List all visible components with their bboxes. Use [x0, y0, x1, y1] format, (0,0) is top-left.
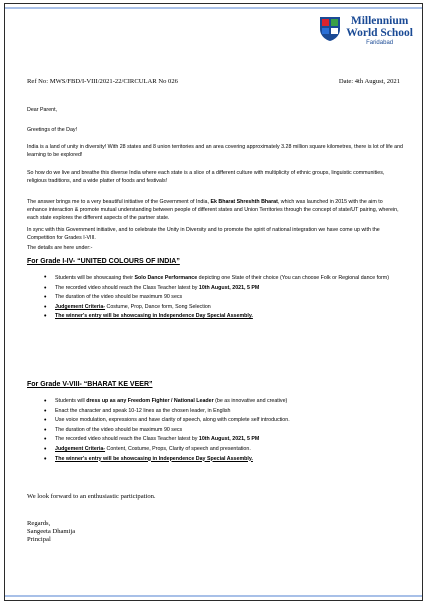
section-1-bullet-list: [44, 274, 403, 322]
competition-paragraph: In sync with this Government initiative, and to celebrate the Unity in Diversity and to promote the spirit of national integration we have come up with the Competition for Grades I-VIII.: [27, 227, 380, 242]
bottom-border-stripe: [5, 595, 422, 597]
list-item: • The winner's entry will be showcasing in Independence Day Special Assembly.: [44, 312, 403, 322]
school-crest-icon: [318, 15, 342, 42]
list-item: • Students will be showcasing their Solo Dance Performance depicting one State of their choice (You can choose Folk or Regional dance form): [44, 274, 403, 284]
list-item: • Judgement Criteria- Costume, Prop, Dance form, Song Selection: [44, 303, 403, 313]
closing-line: We look forward to an enthusiastic participation.: [27, 493, 156, 500]
initiative-text-start: The answer brings me to a very beautiful initiative of the Government of India,: [27, 199, 211, 205]
initiative-name: Ek Bharat Shreshth Bharat: [210, 199, 278, 205]
section-heading-grade-5-8: For Grade V-VIII- “BHARAT KE VEER”: [27, 381, 153, 388]
list-item: • Judgement Criteria- Content, Costume, Props, Clarity of speech and presentation.: [44, 445, 403, 455]
list-item: • The recorded video should reach the Class Teacher latest by 10th August, 2021, 5 PM: [44, 435, 403, 445]
logo-name-line2: World School: [346, 27, 413, 39]
list-item: • The duration of the video should be maximum 90 secs: [44, 426, 403, 436]
circular-date: Date: 4th August, 2021: [338, 78, 400, 85]
details-line: The details are here under:-: [27, 245, 93, 251]
intro-paragraph: India is a land of unity in diversity! With 28 states and 8 union territories and an area covering approximately 3.28 million square kilometres, there is lot of life and learning to be explored!: [27, 144, 403, 159]
section-2-bullet-list: [44, 397, 403, 464]
greeting: Greetings of the Day!: [27, 127, 78, 133]
signature-block: [27, 520, 75, 545]
list-item: • Enact the character and speak 10-12 lines as the chosen leader, in English: [44, 407, 403, 417]
section-heading-grade-1-4: For Grade I-IV- “UNITED COLOURS OF INDIA”: [27, 258, 180, 265]
signatory-title: Principal: [27, 536, 51, 544]
list-item: • The winner's entry will be showcasing in Independence Day Special Assembly.: [44, 455, 403, 465]
initiative-paragraph: [27, 198, 403, 223]
school-logo: [318, 15, 413, 47]
list-item: • The duration of the video should be maximum 90 secs: [44, 293, 403, 303]
initiative-text-end: , which was launched in 2015 with the aim to enhance interaction & promote mutual understanding between people of different states and Union Territories through the concept of state/UT pairing, wherein, each state explores the different aspects of the partner state.: [27, 199, 399, 222]
diversity-paragraph: So how do we live and breathe this diverse India where each state is a slice of a different culture with multiplicity of ethnic groups, linguistic communities, religious traditions, and a wide platter of foods and festivals!: [27, 170, 385, 185]
circular-page: [4, 3, 423, 601]
reference-number: Ref No: MWS/FBD/I-VIII/2021-22/CIRCULAR No 026: [27, 78, 178, 85]
signatory-name: Sangeeta Dhamija: [27, 528, 76, 536]
regards-text: Regards,: [27, 520, 51, 527]
logo-name-line1: Millennium: [350, 15, 409, 27]
reference-row: [27, 78, 400, 85]
list-item: • The recorded video should reach the Class Teacher latest by 10th August, 2021, 5 PM: [44, 284, 403, 294]
logo-location: Faridabad: [366, 40, 394, 46]
list-item: • Use voice modulation, expressions and have clarity of speech, along with complete self introduction.: [44, 416, 403, 426]
top-border-stripe: [5, 7, 422, 9]
salutation: Dear Parent,: [27, 107, 58, 113]
list-item: • Students will dress up as any Freedom Fighter / National Leader (be as innovative and creative): [44, 397, 403, 407]
